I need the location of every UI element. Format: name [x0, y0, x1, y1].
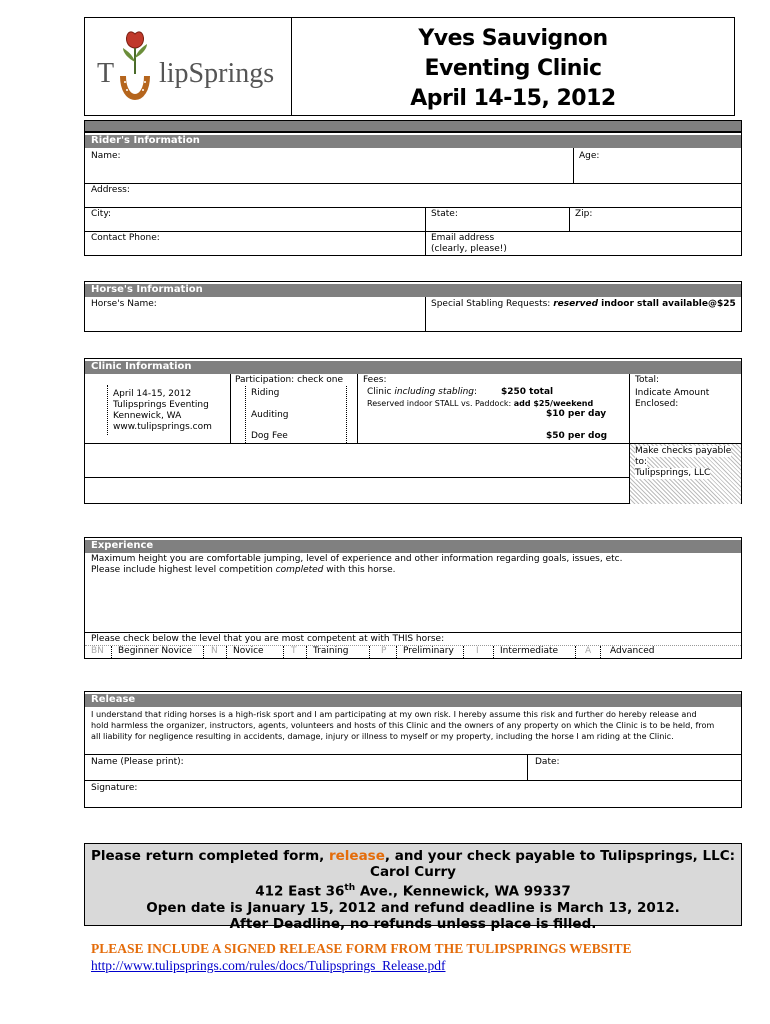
name-label: Name: [91, 151, 121, 161]
option-auditing[interactable]: Auditing [251, 410, 289, 420]
stabling-reserved: reserved [553, 299, 599, 309]
email-label-1: Email address [431, 233, 495, 243]
clinic-info-line: Kennewick, WA [113, 411, 182, 421]
return-line-3 [85, 880, 741, 900]
divider [369, 646, 370, 658]
release-name-field[interactable] [185, 755, 515, 779]
fee-riding-amount: $250 total [501, 387, 554, 397]
tulip-horseshoe-icon [115, 26, 155, 106]
total-line-1: Indicate Amount [635, 388, 710, 398]
option-riding[interactable]: Riding [251, 388, 280, 398]
clinic-info-line: Tulipsprings Eventing [113, 400, 209, 410]
address-field[interactable] [145, 183, 735, 207]
divider [111, 646, 112, 658]
zip-field[interactable] [595, 207, 735, 231]
experience-line-1: Maximum height you are comfortable jumping, level of experience and other information regarding goals, issues, etc. [91, 554, 623, 564]
divider [527, 754, 528, 780]
divider [306, 646, 307, 658]
return-line-5: After Deadline, no refunds unless place is filled. [229, 915, 597, 932]
divider [107, 385, 108, 435]
horse-section [84, 281, 742, 332]
address-label: Address: [91, 185, 130, 195]
level-beginner-novice[interactable]: Beginner Novice [118, 646, 192, 656]
level-code: N [211, 646, 218, 656]
release-date-field[interactable] [565, 755, 735, 779]
total-amount-field[interactable] [635, 411, 735, 441]
clinic-header: Clinic Information [85, 361, 741, 374]
release-name-label: Name (Please print): [91, 757, 184, 767]
level-intermediate[interactable]: Intermediate [500, 646, 559, 656]
experience-line-2-suffix: with this horse. [323, 565, 396, 575]
total-line-2: Enclosed: [635, 399, 679, 409]
experience-line-2-prefix: Please include highest level competition [91, 565, 276, 575]
divider [245, 386, 246, 443]
return-line-4: Open date is January 15, 2012 and refund deadline is March 13, 2012. [146, 899, 680, 916]
divider [230, 374, 231, 443]
level-training[interactable]: Training [313, 646, 349, 656]
divider [226, 646, 227, 658]
divider [575, 646, 576, 658]
fee-stall [367, 399, 593, 409]
return-line-1 [85, 848, 741, 864]
total-header: Total: [635, 375, 660, 385]
return-instructions-box [84, 843, 742, 932]
divider [463, 646, 464, 658]
divider [346, 386, 347, 443]
fee-stall-amount: add $25/weekend [513, 399, 594, 408]
experience-line-2 [85, 563, 396, 576]
level-code: T [291, 646, 297, 656]
fees-header: Fees: [363, 375, 387, 385]
return-line-3-b: Ave., Kennewick, WA 99337 [355, 883, 571, 900]
clinic-info-line: April 14-15, 2012 [113, 389, 192, 399]
release-word: release [328, 848, 385, 864]
return-line-1-a: Please return completed form, [90, 848, 329, 864]
fee-dog: $50 per dog [546, 431, 608, 441]
experience-section [84, 537, 742, 659]
level-code: I [476, 646, 479, 656]
release-header: Release [85, 694, 741, 707]
signature-field[interactable] [145, 781, 735, 806]
stabling-request [425, 297, 736, 310]
return-line-2: Carol Curry [370, 864, 456, 880]
horse-header: Horse's Information [85, 284, 741, 297]
level-advanced[interactable]: Advanced [610, 646, 655, 656]
release-text-line-2: hold harmless the organizer, instructors, agents, volunteers and hosts of this Clinic and the owners of any property on which the Clinic is to be held, from [91, 720, 715, 730]
participation-header: Participation: check one [235, 375, 344, 385]
experience-line-2-italic: completed [275, 565, 324, 575]
title-line-2: Eventing Clinic [424, 56, 602, 81]
title-line-1: Yves Sauvignon [418, 26, 608, 51]
horse-name-label: Horse's Name: [91, 299, 157, 309]
return-line-3-a: 412 East 36 [255, 883, 345, 900]
divider [283, 646, 284, 658]
city-field[interactable] [125, 207, 415, 231]
stabling-suffix: indoor stall available@$25 [598, 299, 736, 309]
rider-top-bar [84, 120, 742, 132]
fee-riding-italic: including stabling [394, 387, 475, 397]
signature-label: Signature: [91, 783, 138, 793]
divider [85, 477, 630, 478]
release-notice: PLEASE INCLUDE A SIGNED RELEASE FORM FROM THE TULIPSPRINGS WEBSITE [91, 941, 632, 956]
state-label: State: [431, 209, 458, 219]
name-field[interactable] [145, 149, 565, 183]
level-preliminary[interactable]: Preliminary [403, 646, 454, 656]
fee-stall-label: Reserved indoor STALL vs. Paddock: [367, 399, 514, 408]
checks-payable-box [630, 444, 741, 504]
option-dog-fee[interactable]: Dog Fee [251, 431, 288, 441]
fee-riding [367, 387, 477, 398]
divider [396, 646, 397, 658]
checks-line-3: Tulipsprings, LLC [635, 468, 711, 478]
checks-line-1: Make checks payable [635, 446, 732, 456]
clinic-info-line: www.tulipsprings.com [113, 422, 212, 432]
title-line-3: April 14-15, 2012 [410, 86, 616, 111]
experience-header: Experience [85, 540, 741, 553]
level-code: A [585, 646, 592, 656]
rider-header: Rider's Information [85, 135, 741, 148]
fee-auditing: $10 per day [546, 409, 607, 419]
release-section [84, 691, 742, 808]
divider [357, 374, 358, 443]
return-line-3-sup: th [344, 883, 356, 893]
level-novice[interactable]: Novice [233, 646, 264, 656]
title-box [291, 17, 735, 116]
divider [493, 646, 494, 658]
rider-section [84, 132, 742, 256]
level-code: BN [91, 646, 104, 656]
zip-label: Zip: [575, 209, 593, 219]
state-field[interactable] [465, 207, 565, 231]
experience-field[interactable] [89, 578, 737, 630]
age-label: Age: [579, 151, 600, 161]
logo-text-right: lipSprings [159, 58, 275, 89]
logo-text-left: T [97, 58, 115, 89]
level-row [85, 646, 741, 658]
age-field[interactable] [605, 149, 735, 183]
email-label-2: (clearly, please!) [431, 244, 507, 254]
checks-line-2: to: [635, 457, 648, 467]
release-form-link[interactable]: http://www.tulipsprings.com/rules/docs/Tulipsprings_Release.pdf [91, 958, 446, 973]
release-text-line-1: I understand that riding horses is a high-risk sport and I am participating at my own risk. I hereby assume this risk and further do hereby release and [91, 709, 697, 719]
stabling-prefix: Special Stabling Requests: [431, 299, 554, 309]
clinic-section [84, 358, 742, 504]
fee-riding-colon: : [474, 387, 478, 397]
email-field[interactable] [525, 231, 735, 255]
level-code: P [381, 646, 387, 656]
phone-label: Contact Phone: [91, 233, 160, 243]
logo-box [84, 17, 292, 116]
level-prompt: Please check below the level that you are most competent at with THIS horse: [91, 634, 445, 644]
fee-riding-label: Clinic [367, 387, 395, 397]
divider [203, 646, 204, 658]
phone-field[interactable] [165, 231, 415, 255]
divider [600, 646, 601, 658]
city-label: City: [91, 209, 112, 219]
return-line-1-b: , and your check payable to Tulipsprings, LLC: [384, 848, 736, 864]
release-text-line-3: all liability for negligence resulting in accidents, damage, injury or illness to myself or my property, including the horse I am riding at the Clinic. [91, 731, 674, 741]
horse-name-field[interactable] [165, 298, 415, 330]
release-date-label: Date: [535, 757, 560, 767]
